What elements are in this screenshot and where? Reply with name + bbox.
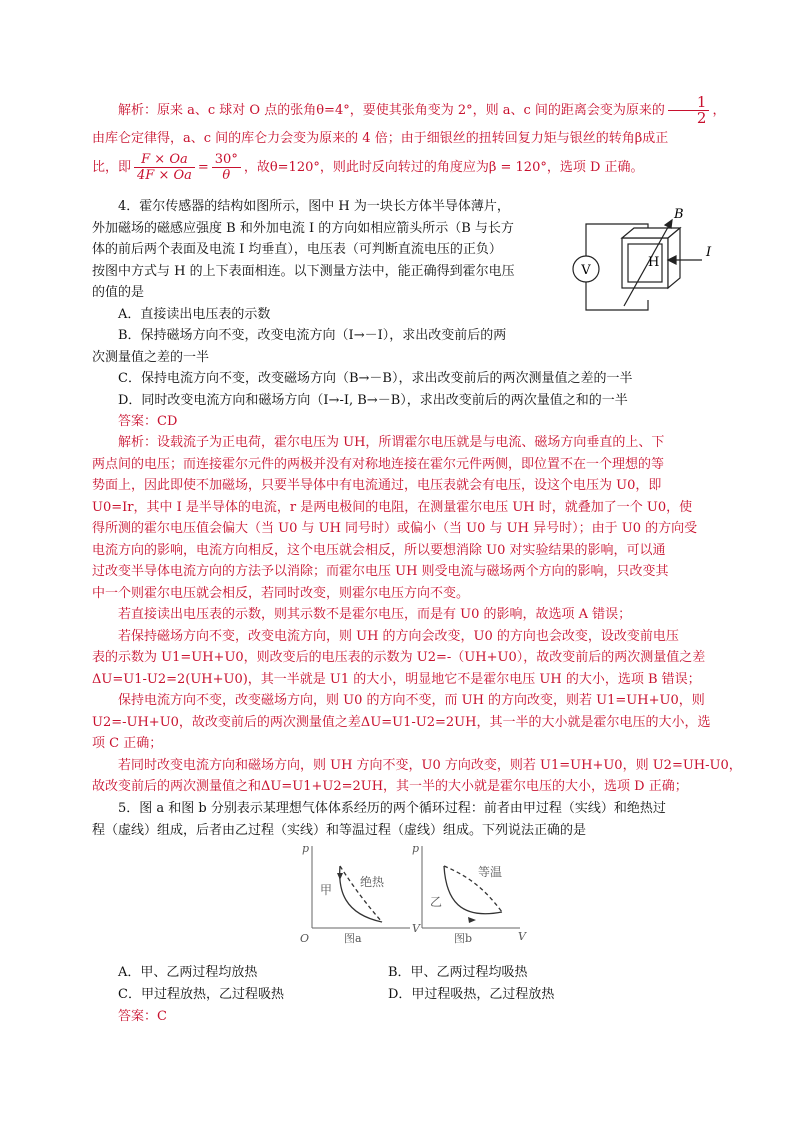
q4-line: 的值的是 [92, 285, 145, 300]
q5-line: 程（虚线）组成，后者由乙过程（实线）和等温过程（虚线）组成。下列说法正确的是 [92, 822, 587, 838]
analysis-line: 中一个则霍尔电压就会相反，若同时改变，则霍尔电压方向不变。 [92, 585, 470, 601]
analysis-line: 势面上，因此即使不加磁场，只要半导体中有电流通过，电压表就会有电压，设这个电压为 U0，即 [92, 478, 662, 493]
q4-option-c: C．保持电流方向不变，改变磁场方向（B→－B），求出改变前后的两次测量值之差的一半 [118, 371, 633, 386]
analysis-line: 项 C 正确； [92, 736, 163, 751]
label-isothermal: 等温 [478, 865, 503, 879]
q4-line: 4．霍尔传感器的结构如图所示，图中 H 为一块长方体半导体薄片， [118, 199, 510, 214]
question-5 [92, 798, 706, 841]
q4-answer: 答案：CD [118, 414, 178, 429]
q5-line: 5．图 a 和图 b 分别表示某理想气体体系经历的两个循环过程：前者由甲过程（实线）和绝热过 [118, 801, 666, 816]
analysis-line: U2=-UH+U0，故改变前后的两次测量值之差ΔU=U1-U2=2UH，其一半的大小就是霍尔电压的大小，选 [92, 714, 711, 730]
q5-option-c: C．甲过程放热，乙过程吸热 [118, 987, 284, 1002]
analysis-line: 两点间的电压；而连接霍尔元件的两极并没有对称地连接在霍尔元件两侧，即位置不在一个理想的等 [92, 456, 665, 472]
q5-option-a: A．甲、乙两过程均放热 [118, 965, 258, 980]
q5-answer: 答案：C [118, 1009, 167, 1024]
analysis-prev: 解析：原来 a、c 球对 O 点的张角θ=4°，要使其张角变为 2°，则 a、c 间的距离会变为原来的 $\frac{1}{2}$ ， 由库仑定律得，a、c 间的库仑力会变为原来的 4 倍；由于细银丝的扭转回复力矩与银丝的转角β成正 比，即 $\frac{F \times Oa}{4F \times Oa}$ = $\frac{30^\circ}{\theta}$ ，故θ=120°，则此时反向转过的角度应为β = 120°，选项 D 正确。 [92, 93, 726, 183]
analysis-line: 解析：设载流子为正电荷，霍尔电压为 UH，所谓霍尔电压就是与电流、磁场方向垂直的上、下 [118, 435, 665, 450]
q5-option-b: B．甲、乙两过程均吸热 [388, 965, 528, 980]
voltmeter-label: V [581, 263, 591, 278]
fraction-angle-ratio: $\frac{30^\circ}{\theta}$ [212, 152, 241, 183]
pv-diagrams [298, 840, 530, 946]
analysis-line: 若直接读出电压表的示数，则其示数不是霍尔电压，而是有 U0 的影响，故选项 A 错误； [118, 607, 632, 622]
analysis-prev-line3: 比，即 [92, 159, 132, 175]
q4-option-b-cont: 次测量值之差的一半 [92, 349, 210, 365]
analysis-prev-line1: 解析：原来 a、c 球对 O 点的张角θ=4°，要使其张角变为 2°，则 a、c 间的距离会变为原来的 [118, 103, 665, 118]
q5-option-d: D．甲过程吸热，乙过程放热 [388, 987, 555, 1002]
question-4 [92, 196, 633, 433]
q4-option-a: A．直接读出电压表的示数 [118, 306, 271, 322]
axis-v-label-a: V [412, 922, 420, 935]
hall-sensor-diagram [568, 206, 720, 326]
analysis-line: 表的示数为 U1=UH+U0，则改变后的电压表的示数为 U2=-（UH+U0），故改变前后的两次测量值之差 [92, 650, 706, 665]
label-adiabatic: 绝热 [360, 875, 385, 889]
analysis-line: 若同时改变电流方向和磁场方向，则 UH 方向不变，U0 方向改变，则若 U1=UH+U0，则 U2=UH-U0， [118, 757, 742, 773]
q5-options [118, 962, 718, 1028]
axis-v-label-b: V [518, 930, 526, 943]
q4-line: 按图中方式与 H 的上下表面相连。以下测量方法中，能正确得到霍尔电压 [92, 263, 515, 279]
analysis-line: 故改变前后的两次测量值之和ΔU=U1+U2=2UH，其一半的大小就是霍尔电压的大小，选项 D 正确； [92, 779, 688, 794]
axis-p-label-b: p [412, 842, 420, 855]
q4-option-b: B．保持磁场方向不变，改变电流方向（I→－I），求出改变前后的两 [118, 328, 507, 343]
q4-line: 体的前后两个表面及电流 I 均垂直），电压表（可判断直流电压的正负） [92, 242, 502, 257]
fraction-one-half: $\frac{1}{2}$ [668, 95, 710, 126]
arrow-b-head [665, 220, 672, 228]
label-b: B [674, 207, 684, 222]
label-yi: 乙 [430, 895, 443, 909]
q4-line: 外加磁场的磁感应强度 B 和外加电流 I 的方向如相应箭头所示（B 与长方 [92, 220, 514, 236]
analysis-line: ΔU=U1-U2=2(UH+U0)，其一半就是 U1 的大小，明显地它不是霍尔电压 UH 的大小，选项 B 错误； [92, 671, 701, 687]
origin-label-a: O [300, 932, 310, 945]
analysis-q4 [92, 432, 742, 798]
caption-b: 图b [454, 932, 473, 945]
label-h: H [648, 255, 660, 270]
analysis-line: 过改变半导体电流方向的方法予以消除；而霍尔电压 UH 则受电流与磁场两个方向的影响，只改变其 [92, 564, 669, 579]
analysis-line: 若保持磁场方向不变，改变电流方向，则 UH 的方向会改变，U0 的方向也会改变，设改变前电压 [118, 628, 679, 644]
label-i: I [706, 245, 712, 260]
fraction-force-ratio: $\frac{F \times Oa}{4F \times Oa}$ [134, 152, 195, 183]
q4-option-d: D．同时改变电流方向和磁场方向（I→-I, B→－B），求出改变前后的两次量值之和的一半 [118, 392, 628, 408]
analysis-line: 电流方向的影响，电流方向相反，这个电压就会相反，所以要想消除 U0 对实验结果的影响，可以通 [92, 542, 666, 558]
analysis-line: 得所测的霍尔电压值会偏大（当 U0 与 UH 同号时）或偏小（当 U0 与 UH 异号时）；由于 U0 的方向受 [92, 521, 698, 536]
analysis-line: 保持电流方向不变，改变磁场方向，则 U0 的方向不变，而 UH 的方向改变，则若 U1=UH+U0，则 [118, 693, 705, 708]
analysis-prev-line2: 由库仑定律得，a、c 间的库仑力会变为原来的 4 倍；由于细银丝的扭转回复力矩与银丝的转角β成正 [92, 131, 669, 146]
caption-a: 图a [344, 932, 362, 945]
label-jia: 甲 [320, 883, 333, 897]
analysis-line: U0=Ir，其中 I 是半导体的电流，r 是两电极间的电阻，在测量霍尔电压 UH 时，就叠加了一个 U0，使 [92, 499, 693, 515]
axis-p-label-a: p [302, 842, 310, 855]
